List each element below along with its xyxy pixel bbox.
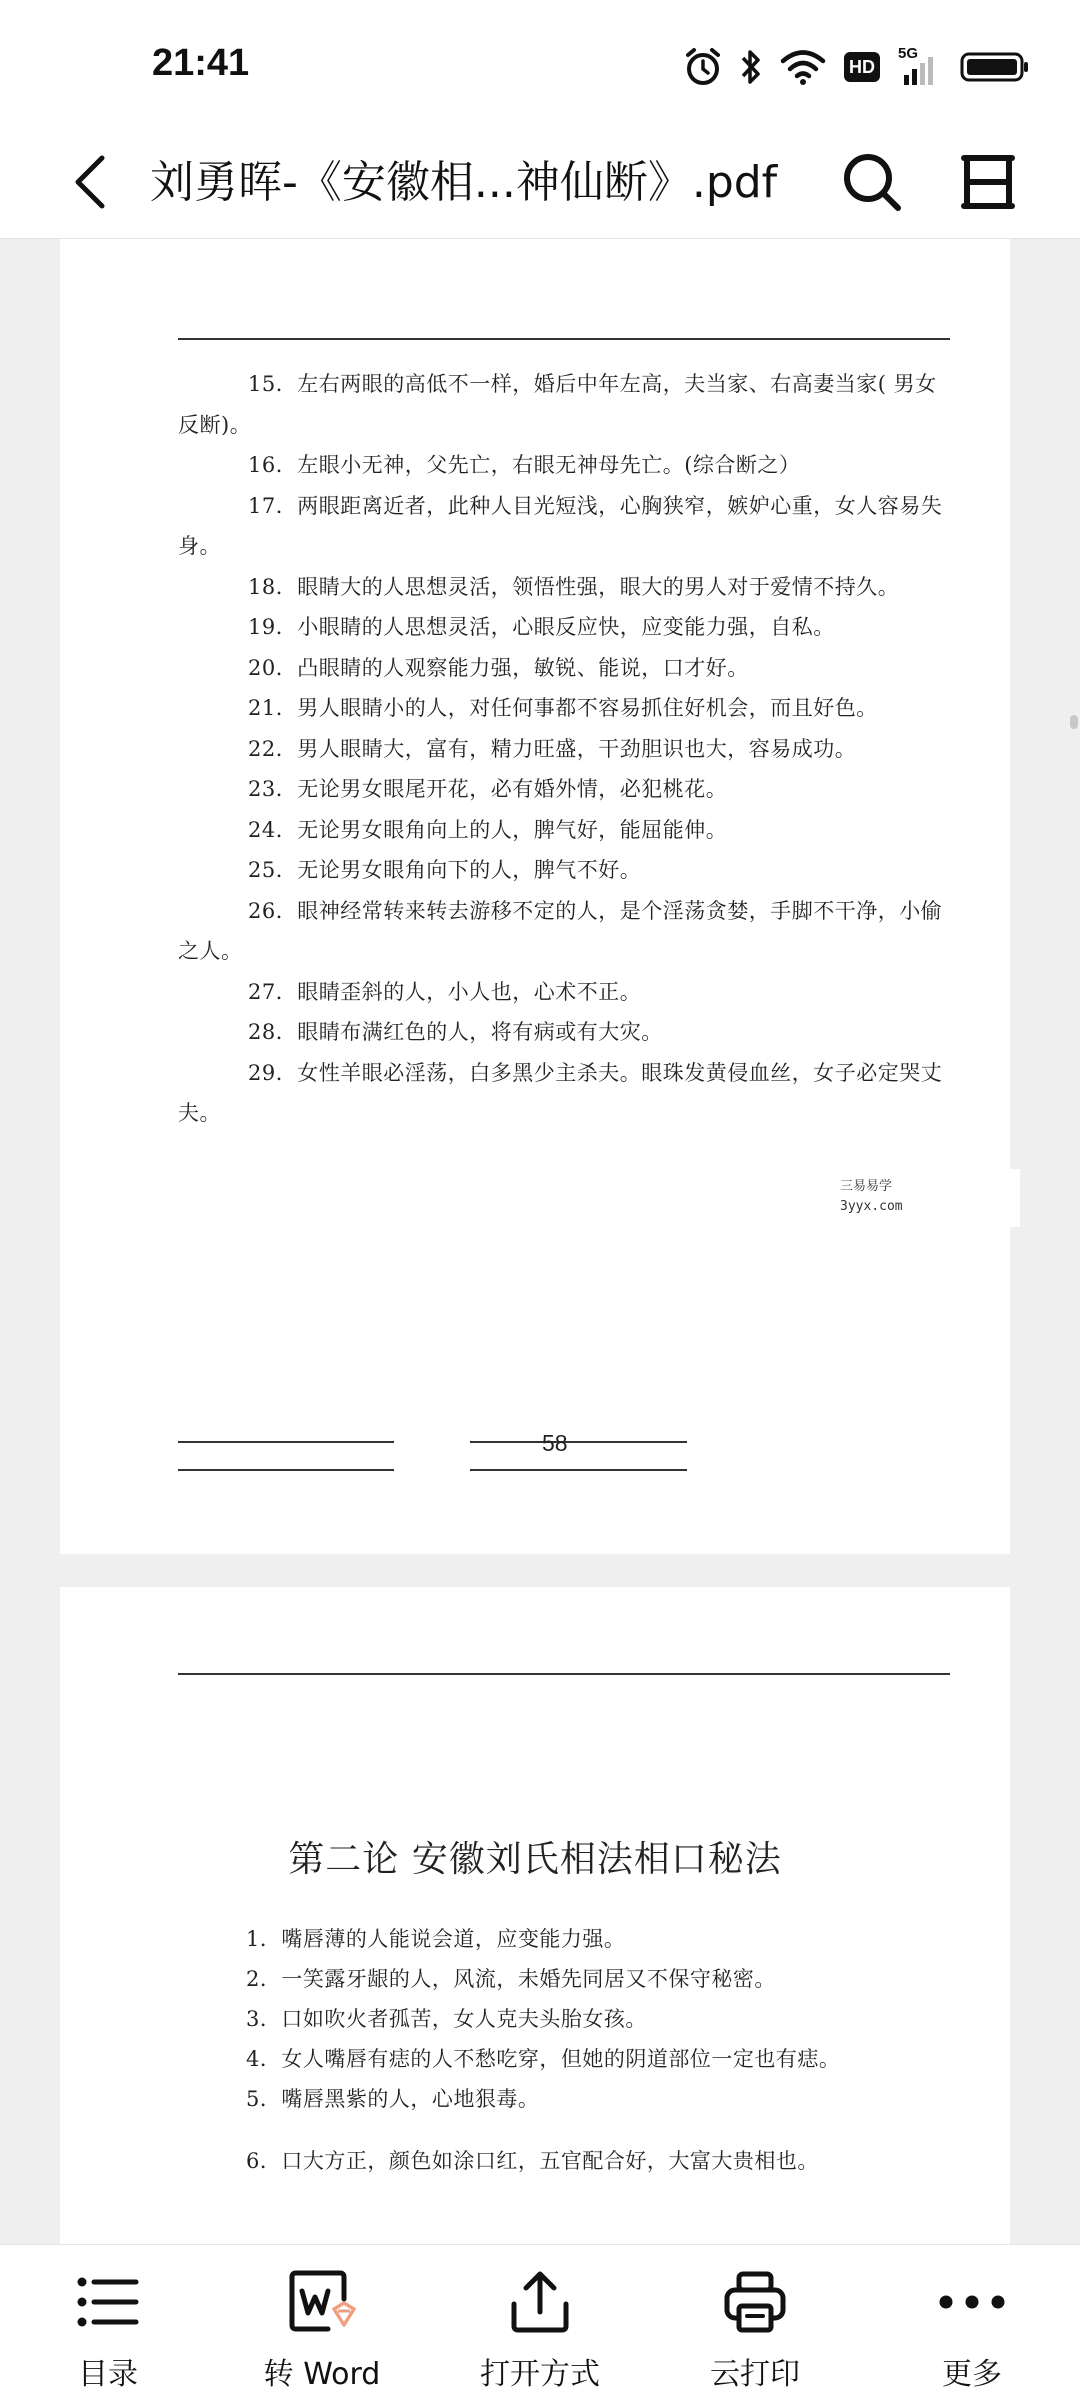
- list-item: 1．嘴唇薄的人能说会道，应变能力强。: [246, 1927, 626, 1951]
- page-number: 58: [542, 1430, 568, 1456]
- toc-label: 目录: [78, 2357, 138, 2392]
- back-button[interactable]: [60, 142, 120, 222]
- wifi-icon: [780, 48, 826, 86]
- open-with-label: 打开方式: [480, 2357, 600, 2392]
- text-line: 18．眼睛大的人思想灵活，领悟性强，眼大的男人对于爱情不持久。: [248, 574, 900, 599]
- text-line: 19．小眼睛的人思想灵活，心眼反应快，应变能力强，自私。: [248, 615, 835, 639]
- text-line: 21．男人眼睛小的人，对任何事都不容易抓住好机会，而且好色。: [248, 696, 878, 720]
- status-bar: [0, 0, 1080, 130]
- text-line: 23．无论男女眼尾开花，必有婚外情，必犯桃花。: [248, 777, 728, 801]
- watermark-line: 三易易学: [840, 1179, 893, 1194]
- chevron-left-icon: [70, 152, 110, 212]
- list-item: 6．口大方正，颜色如涂口红，五官配合好，大富大贵相也。: [246, 2149, 819, 2173]
- text-line: 20．凸眼睛的人观察能力强，敏锐、能说，口才好。: [248, 655, 749, 680]
- text-line: 25．无论男女眼角向下的人，脾气不好。: [248, 858, 642, 882]
- battery-icon: [960, 51, 1030, 83]
- chapter-title: 第二论 安徽刘氏相法相口秘法: [288, 1839, 782, 1880]
- text-line: 28．眼睛布满红色的人，将有病或有大灾。: [248, 1020, 663, 1044]
- text-line: 15．左右两眼的高低不一样，婚后中年左高，夫当家、右高妻当家( 男女反断)。: [178, 372, 937, 437]
- header-rule: [178, 338, 950, 340]
- watermark-line: 3yyx.com: [840, 1199, 903, 1214]
- scroll-indicator[interactable]: [1070, 715, 1078, 729]
- bluetooth-icon: [740, 47, 762, 87]
- footer-rule-right-bottom: [470, 1469, 687, 1471]
- app-bar: [0, 130, 1080, 239]
- list-item: 5．嘴唇黑紫的人，心地狠毒。: [246, 2087, 540, 2111]
- chapter-list: [246, 1919, 966, 2181]
- signal-5g-icon: [898, 47, 942, 87]
- text-line: 29．女性羊眼必淫荡，白多黑少主杀夫。眼珠发黄侵血丝，女子必定哭丈夫。: [178, 1060, 943, 1125]
- header-rule: [178, 1673, 950, 1675]
- hd-label: HD: [849, 56, 875, 77]
- search-icon: [840, 150, 904, 214]
- more-button[interactable]: [872, 2245, 1072, 2401]
- text-line: 22．男人眼睛大，富有，精力旺盛，干劲胆识也大，容易成功。: [248, 736, 857, 761]
- more-icon: [937, 2267, 1007, 2337]
- search-button[interactable]: [834, 142, 910, 222]
- open-with-button[interactable]: [440, 2245, 640, 2401]
- text-line: 26．眼神经常转来转去游移不定的人，是个淫荡贪婪，手脚不干净，小偷之人。: [178, 898, 943, 963]
- text-line: 17．两眼距离近者，此种人目光短浅，心胸狭窄，嫉妒心重，女人容易失身。: [178, 493, 943, 558]
- share-icon: [505, 2267, 575, 2337]
- convert-word-button[interactable]: [222, 2245, 422, 2401]
- text-line: 27．眼睛歪斜的人，小人也，心术不正。: [248, 979, 642, 1004]
- footer-rule-left-top: [178, 1441, 394, 1443]
- status-time: 21:41: [152, 42, 250, 84]
- footer-rule-right-top: [470, 1441, 687, 1443]
- alarm-icon: [684, 47, 722, 87]
- document-title: 刘勇晖-《安徽相...神仙断》.pdf: [150, 157, 778, 208]
- page-body-text: [178, 364, 948, 1134]
- more-label: 更多: [942, 2357, 1002, 2392]
- convert-word-icon: [287, 2267, 357, 2337]
- printer-icon: [720, 2267, 790, 2337]
- watermark: [840, 1177, 1020, 1217]
- status-icons: [684, 44, 1030, 90]
- layout-icon: [958, 152, 1018, 212]
- layout-menu-button[interactable]: [950, 142, 1026, 222]
- list-icon: [73, 2267, 143, 2337]
- list-item: 2．一笑露牙龈的人，风流，未婚先同居又不保守秘密。: [246, 1967, 776, 1991]
- bottom-toolbar: [0, 2244, 1080, 2401]
- convert-word-label: 转 Word: [263, 2357, 381, 2392]
- list-item: 3．口如吹火者孤苦，女人克夫头胎女孩。: [246, 2007, 647, 2031]
- cloud-print-button[interactable]: [655, 2245, 855, 2401]
- text-line: 16．左眼小无神，父先亡，右眼无神母先亡。(综合断之）: [248, 453, 801, 477]
- document-viewer[interactable]: [0, 239, 1080, 2244]
- hd-icon: [844, 52, 880, 82]
- list-item: 4．女人嘴唇有痣的人不愁吃穿，但她的阴道部位一定也有痣。: [246, 2047, 841, 2071]
- cloud-print-label: 云打印: [710, 2357, 800, 2392]
- footer-rule-left-bottom: [178, 1469, 394, 1471]
- network-label: 5G: [898, 45, 919, 62]
- document-page-58: [60, 239, 1010, 1554]
- text-line: 24．无论男女眼角向上的人，脾气好，能屈能伸。: [248, 817, 728, 842]
- toc-button[interactable]: [8, 2245, 208, 2401]
